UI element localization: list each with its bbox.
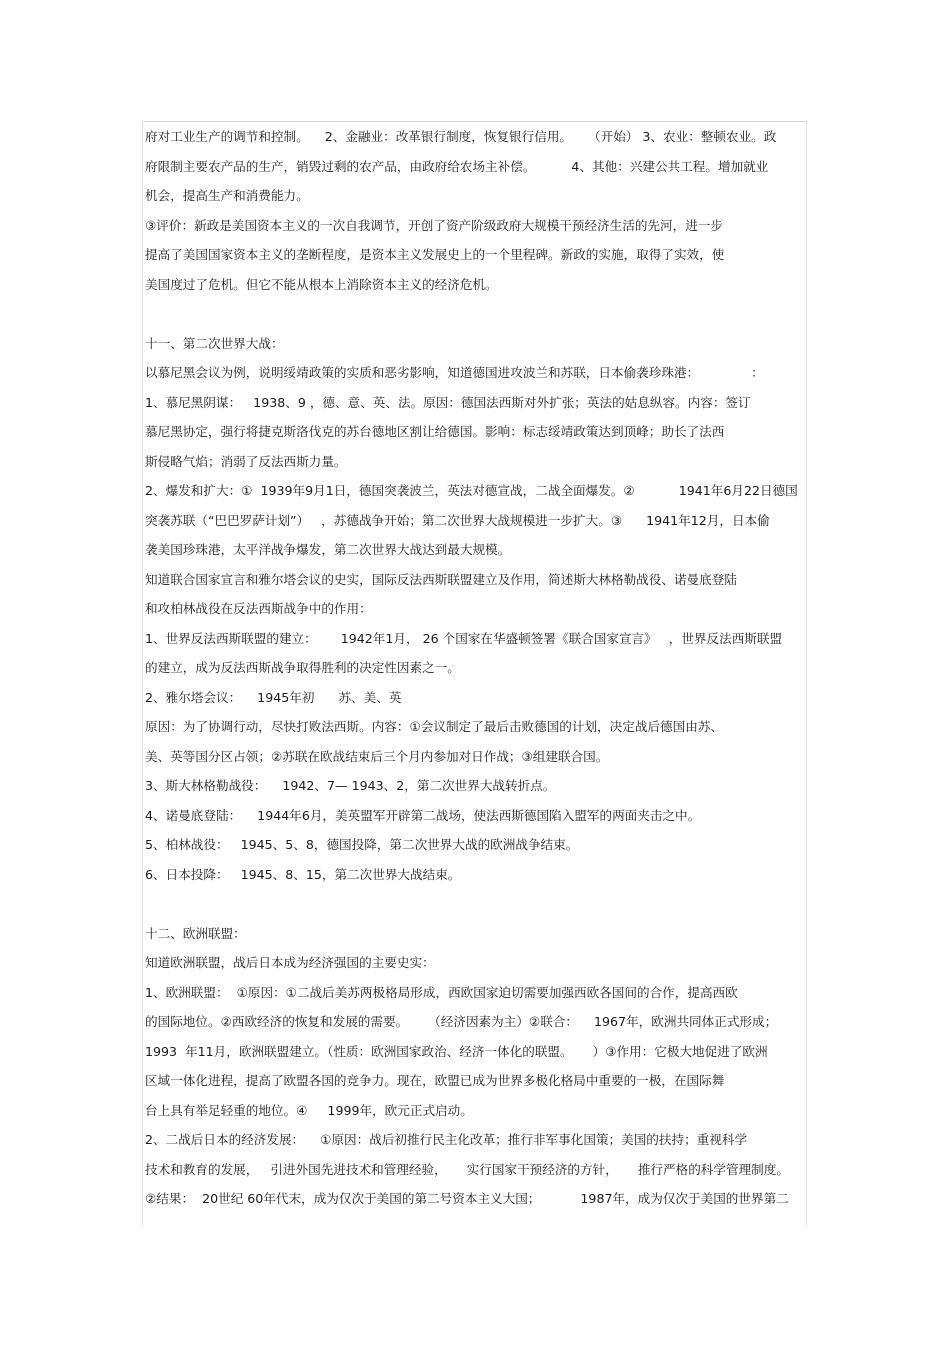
text-line: 1、世界反法西斯联盟的建立： 1942年1月， 26 个国家在华盛顿签署《联合国家宣言》 ，世界反法西斯联盟 bbox=[145, 630, 783, 646]
text-line: 慕尼黑协定，强行将捷克斯洛伐克的苏台德地区割让给德国。影响：标志绥靖政策达到顶峰；助长了法西 bbox=[145, 424, 725, 439]
section-spacer bbox=[145, 299, 807, 329]
text-line: 1993 年11月，欧洲联盟建立。（性质：欧洲国家政治、经济一体化的联盟。 ）③作用：它极大地促进了欧洲 bbox=[145, 1043, 768, 1059]
text-line: 和攻柏林战役在反法西斯战争中的作用： bbox=[145, 601, 372, 616]
text-line: 斯侵略气焰；消弱了反法西斯力量。 bbox=[145, 453, 347, 469]
text-line: ③评价：新政是美国资本主义的一次自我调节，开创了资产阶级政府大规模干预经济生活的先河，进一步 bbox=[145, 217, 724, 233]
page-left-border bbox=[142, 121, 143, 1226]
text-line: 区域一体化进程，提高了欧盟各国的竞争力。现在，欧盟已成为世界多极化格局中重要的一极，在国际舞 bbox=[145, 1073, 725, 1088]
section-spacer bbox=[145, 889, 807, 919]
text-line: 袭美国珍珠港，太平洋战争爆发，第二次世界大战达到最大规模。 bbox=[145, 542, 511, 557]
text-line: 美、英等国分区占领；②苏联在欧战结束后三个月内参加对日作战；③组建联合国。 bbox=[145, 748, 609, 764]
text-line: 技术和教育的发展， 引进外国先进技术和管理经验， 实行国家干预经济的方针， 推行严格的科学管理制度。 bbox=[145, 1161, 789, 1177]
text-line: 府限制主要农产品的生产，销毁过剩的农产品，由政府给农场主补偿。 4、其他：兴建公共工程。增加就业 bbox=[145, 158, 769, 174]
text-line: 知道欧洲联盟，战后日本成为经济强国的主要史实： bbox=[145, 955, 435, 970]
text-line: 6、日本投降： 1945、8、15，第二次世界大战结束。 bbox=[145, 866, 461, 882]
text-line: 机会，提高生产和消费能力。 bbox=[145, 188, 309, 203]
text-line: 台上具有举足轻重的地位。④ 1999年，欧元正式启动。 bbox=[145, 1102, 473, 1118]
document-body bbox=[145, 122, 807, 1214]
text-line: 知道联合国家宣言和雅尔塔会议的史实，国际反法西斯联盟建立及作用，简述斯大林格勒战役、诺曼底登陆 bbox=[145, 571, 737, 587]
section-heading-12: 十二、欧洲联盟： bbox=[145, 925, 246, 941]
text-line: 2、爆发和扩大：① 1939年9月1日，德国突袭波兰，英法对德宣战，二战全面爆发。② 1941年6月22日德国 bbox=[145, 483, 798, 498]
text-line: 2、二战后日本的经济发展： ①原因：战后初推行民主化改革；推行非军事化国策；美国的扶持；重视科学 bbox=[145, 1132, 748, 1147]
text-line: 2、雅尔塔会议： 1945年初 苏、美、英 bbox=[145, 689, 402, 705]
text-line: 1、慕尼黑阴谋： 1938、9 ，德、意、英、法。原因：德国法西斯对外扩张；英法的姑息纵容。内容：签订 bbox=[145, 394, 751, 410]
text-line: 4、诺曼底登陆： 1944年6月，美英盟军开辟第二战场，使法西斯德国陷入盟军的两面夹击之中。 bbox=[145, 807, 701, 823]
section-heading-11: 十一、第二次世界大战： bbox=[145, 335, 284, 351]
text-line: 突袭苏联（“巴巴罗萨计划”） ，苏德战争开始；第二次世界大战规模进一步扩大。③ 1941年12月，日本偷 bbox=[145, 512, 770, 528]
text-line: ②结果： 20世纪 60年代末，成为仅次于美国的第二号资本主义大国； 1987年，成为仅次于美国的世界第二 bbox=[145, 1191, 789, 1206]
text-line: 的建立，成为反法西斯战争取得胜利的决定性因素之一。 bbox=[145, 660, 460, 675]
text-line: 以慕尼黑会议为例，说明绥靖政策的实质和恶劣影响，知道德国进攻波兰和苏联，日本偷袭珍珠港： ： bbox=[145, 365, 764, 380]
text-line: 提高了美国国家资本主义的垄断程度，是资本主义发展史上的一个里程碑。新政的实施，取得了实效，使 bbox=[145, 247, 725, 262]
text-line: 的国际地位。②西欧经济的恢复和发展的需要。 （经济因素为主）②联合： 1967年，欧洲共同体正式形成； bbox=[145, 1014, 778, 1029]
text-line: 3、斯大林格勒战役： 1942、7— 1943、2，第二次世界大战转折点。 bbox=[145, 778, 556, 793]
text-line: 原因：为了协调行动，尽快打败法西斯。内容：①会议制定了最后击败德国的计划，决定战后德国由苏、 bbox=[145, 719, 724, 734]
text-line: 美国度过了危机。但它不能从根本上消除资本主义的经济危机。 bbox=[145, 276, 498, 292]
text-line: 1、欧洲联盟： ①原因：①二战后美苏两极格局形成，西欧国家迫切需要加强西欧各国间的合作，提高西欧 bbox=[145, 984, 738, 1000]
text-line: 5、柏林战役： 1945、5、8，德国投降，第二次世界大战的欧洲战争结束。 bbox=[145, 837, 579, 852]
text-line: 府对工业生产的调节和控制。 2、金融业：改革银行制度，恢复银行信用。 （开始） 3、农业：整顿农业。政 bbox=[145, 129, 777, 144]
